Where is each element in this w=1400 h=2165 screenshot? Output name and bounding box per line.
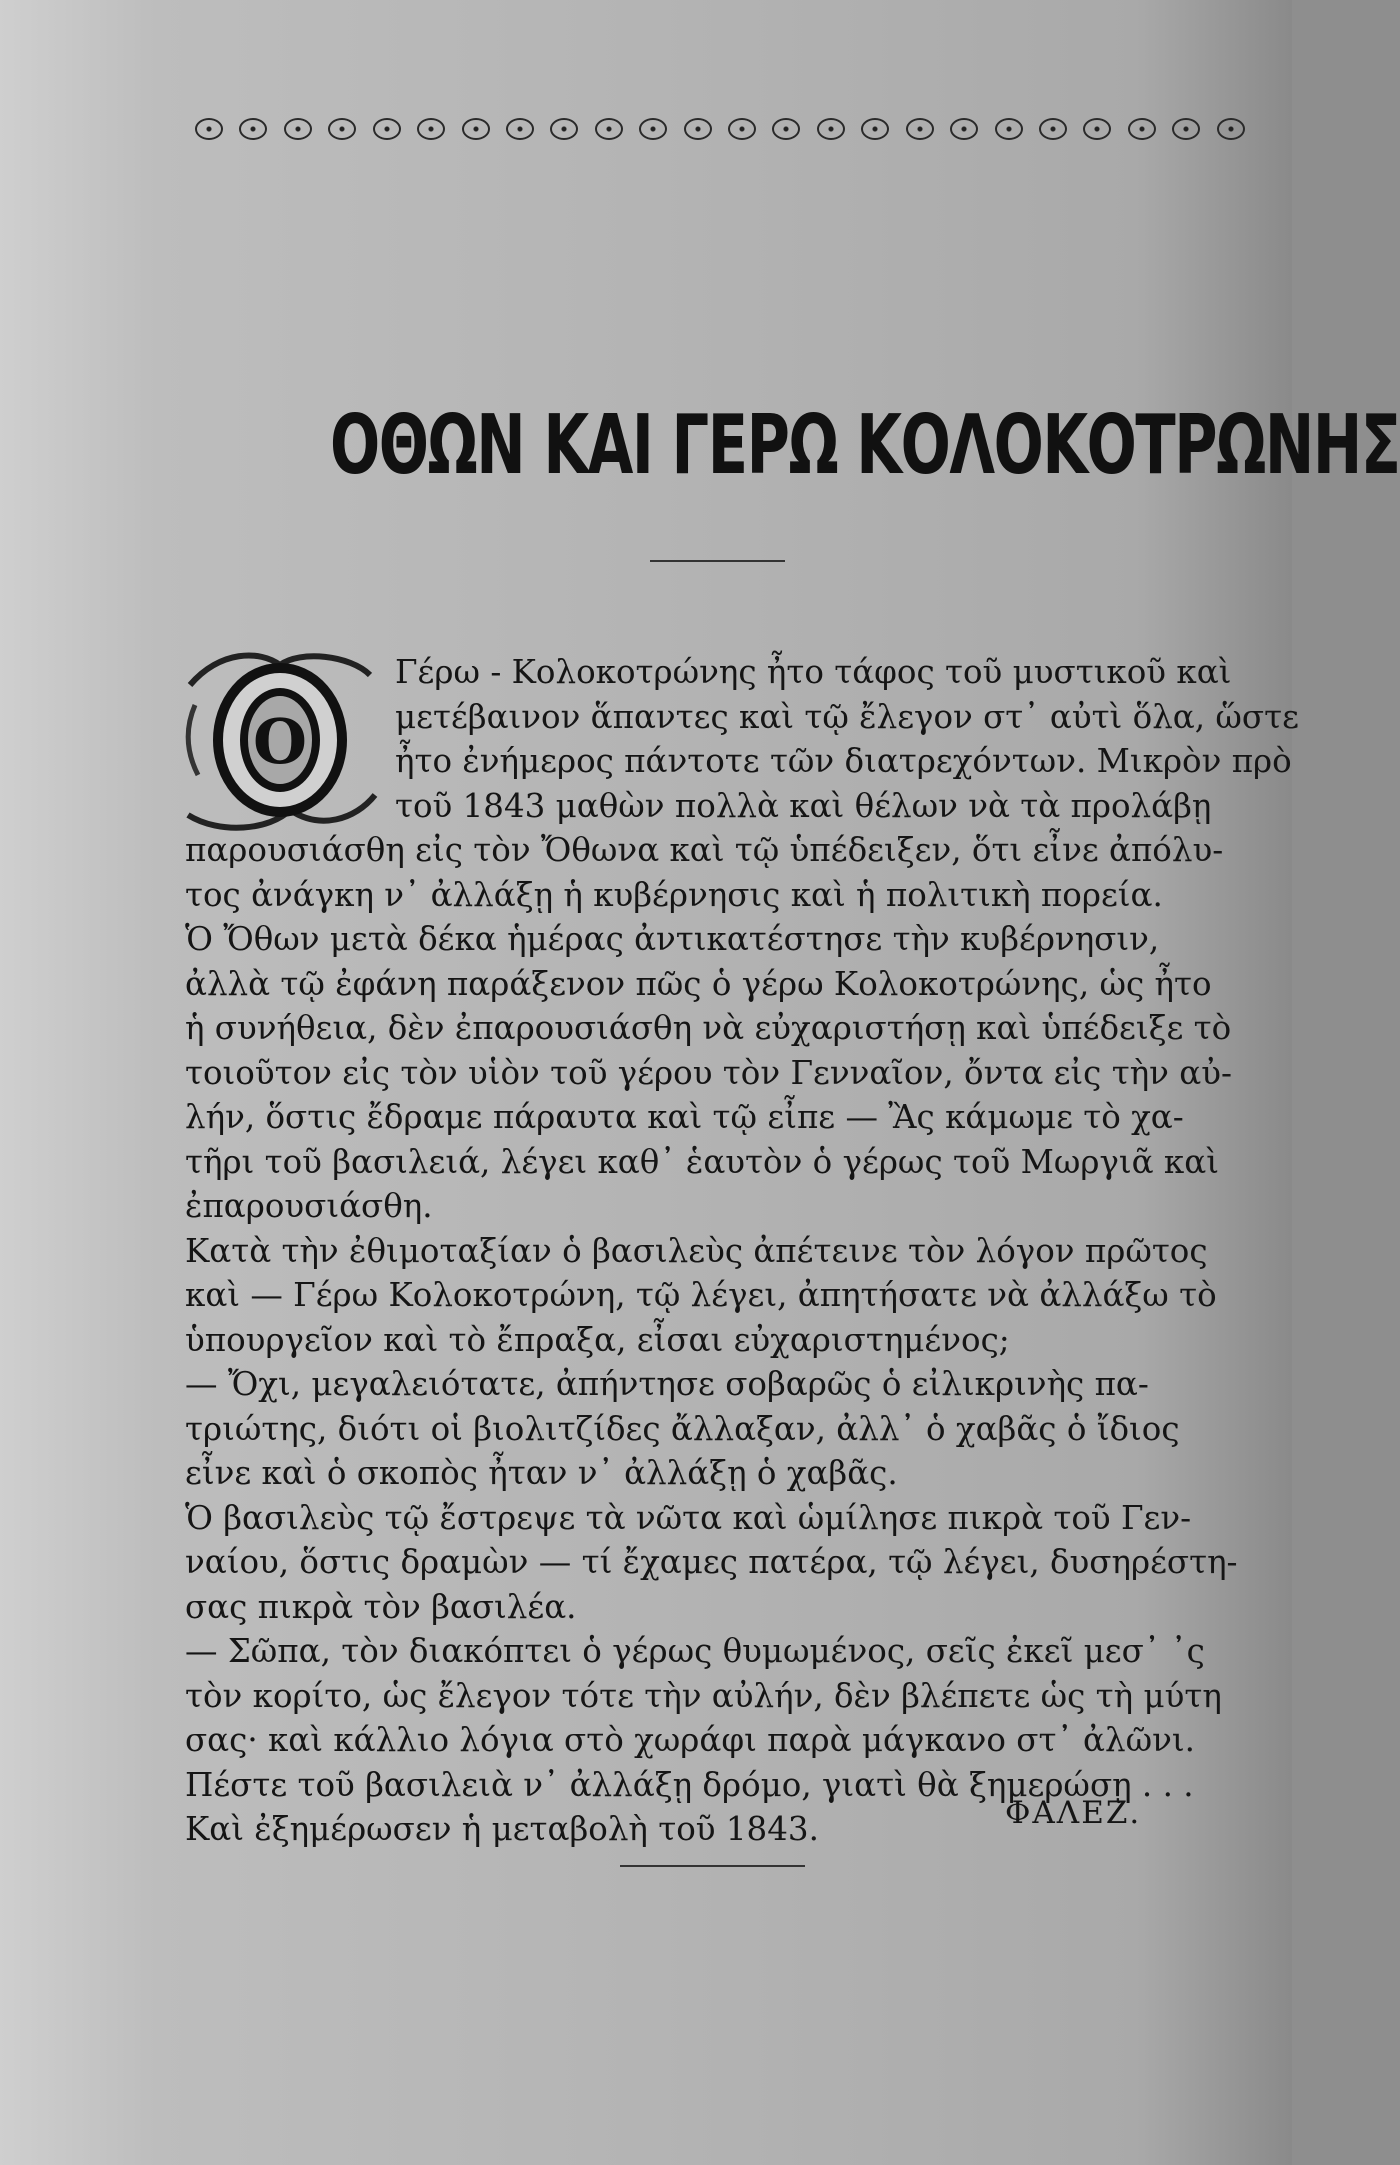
body-line: σας· καὶ κάλλιο λόγια στὸ χωράφι παρὰ μάγκανο στ᾽ ἀλῶνι. — [185, 1721, 1195, 1759]
body-line: ἡ συνήθεια, δὲν ἐπαρουσιάσθη νὰ εὐχαριστήσῃ καὶ ὑπέδειξε τὸ — [185, 1009, 1232, 1047]
body-line: Ὁ Ὄθων μετὰ δέκα ἡμέρας ἀντικατέστησε τὴν κυβέρνησιν, — [185, 920, 1160, 958]
ornament-dot — [417, 118, 445, 140]
ornament-dot — [728, 118, 756, 140]
ornament-dot — [550, 118, 578, 140]
ornament-dot — [328, 118, 356, 140]
body-line: λήν, ὅστις ἔδραμε πάραυτα καὶ τῷ εἶπε — Ἂς κάμωμε τὸ χα- — [185, 1098, 1184, 1136]
title-divider — [650, 560, 785, 562]
ornament-dot — [195, 118, 223, 140]
body-line: εἶνε καὶ ὁ σκοπὸς ἦταν ν᾽ ἀλλάξῃ ὁ χαβᾶς. — [185, 1454, 898, 1492]
body-line: μετέβαινον ἅπαντες καὶ τῷ ἔλεγον στ᾽ αὐτὶ ὅλα, ὥστε — [395, 697, 1299, 736]
author-signature: ΦΑΛΕΖ. — [1005, 1795, 1142, 1831]
ornament-dot — [1172, 118, 1200, 140]
dropcap-letter: Ο — [252, 705, 308, 778]
ornament-dot — [462, 118, 490, 140]
ornament-dot — [1039, 118, 1067, 140]
ornament-dot — [950, 118, 978, 140]
body-line: Κατὰ τὴν ἐθιμοταξίαν ὁ βασιλεὺς ἀπέτεινε τὸν λόγον πρῶτος — [185, 1231, 1208, 1270]
body-line: Καὶ ἐξημέρωσεν ἡ μεταβολὴ τοῦ 1843. — [185, 1810, 819, 1848]
ornament-dot — [506, 118, 534, 140]
body-line: καὶ — Γέρω Κολοκοτρώνη, τῷ λέγει, ἀπητήσατε νὰ ἀλλάξω τὸ — [185, 1276, 1217, 1314]
ornament-dot — [684, 118, 712, 140]
bottom-divider — [620, 1865, 805, 1867]
body-line: — Σῶπα, τὸν διακόπτει ὁ γέρως θυμωμένος, σεῖς ἐκεῖ μεσ᾽ ᾽ς — [185, 1632, 1205, 1670]
ornament-dot — [995, 118, 1023, 140]
body-line: σας πικρὰ τὸν βασιλέα. — [185, 1587, 577, 1626]
ornament-dot — [595, 118, 623, 140]
ornament-dot — [284, 118, 312, 140]
ornament-dot — [906, 118, 934, 140]
body-line: τος ἀνάγκη ν᾽ ἀλλάξῃ ἡ κυβέρνησις καὶ ἡ πολιτικὴ πορεία. — [185, 875, 1163, 914]
ornament-dot — [239, 118, 267, 140]
ornament-dot — [1217, 118, 1245, 140]
body-line: τὸν κορίτο, ὡς ἔλεγον τότε τὴν αὐλήν, δὲν βλέπετε ὡς τὴ μύτη — [185, 1676, 1222, 1715]
article-title: ΟΘΩΝ ΚΑΙ ΓΕΡΩ ΚΟΛΟΚΟΤΡΩΝΗΣ — [330, 398, 1400, 493]
ornament-dot — [861, 118, 889, 140]
body-line: ὑπουργεῖον καὶ τὸ ἔπραξα, εἶσαι εὐχαριστημένος; — [185, 1320, 1010, 1359]
ornament-dot — [373, 118, 401, 140]
ornament-dot — [1128, 118, 1156, 140]
body-line: τῆρι τοῦ βασιλειά, λέγει καθ᾽ ἑαυτὸν ὁ γέρως τοῦ Μωργιᾶ καὶ — [185, 1142, 1219, 1181]
body-line: παρουσιάσθη εἰς τὸν Ὄθωνα καὶ τῷ ὑπέδειξεν, ὅτι εἶνε ἀπόλυ- — [185, 831, 1224, 869]
body-line: τριώτης, διότι οἱ βιολιτζίδες ἄλλαξαν, ἀλλ᾽ ὁ χαβᾶς ὁ ἴδιος — [185, 1409, 1180, 1448]
article-body — [185, 650, 1299, 1852]
body-line: Γέρω - Κολοκοτρώνης ἦτο τάφος τοῦ μυστικοῦ καὶ — [395, 653, 1232, 691]
ornament-dot — [1083, 118, 1111, 140]
ornament-dot — [639, 118, 667, 140]
top-ornament-band — [195, 112, 1245, 146]
body-line: τοιοῦτον εἰς τὸν υἱὸν τοῦ γέρου τὸν Γενναῖον, ὄντα εἰς τὴν αὐ- — [185, 1053, 1232, 1092]
ornament-dot — [817, 118, 845, 140]
body-line: Ὁ βασιλεὺς τῷ ἔστρεψε τὰ νῶτα καὶ ὡμίλησε πικρὰ τοῦ Γεν- — [185, 1498, 1192, 1537]
body-line: Πέστε τοῦ βασιλειὰ ν᾽ ἀλλάξῃ δρόμο, γιατὶ θὰ ξημερώσῃ . . . — [185, 1765, 1194, 1804]
body-line: ναίου, ὅστις δραμὼν — τί ἔχαμες πατέρα, τῷ λέγει, δυσηρέστη- — [185, 1543, 1238, 1581]
body-line: — Ὄχι, μεγαλειότατε, ἀπήντησε σοβαρῶς ὁ εἰλικρινὴς πα- — [185, 1365, 1149, 1403]
body-line: ἐπαρουσιάσθη. — [185, 1187, 433, 1225]
body-line: ἦτο ἐνήμερος πάντοτε τῶν διατρεχόντων. Μικρὸν πρὸ — [395, 742, 1292, 780]
ornament-dot — [772, 118, 800, 140]
body-line: ἀλλὰ τῷ ἐφάνη παράξενον πῶς ὁ γέρω Κολοκοτρώνης, ὡς ἦτο — [185, 964, 1212, 1003]
body-line: τοῦ 1843 μαθὼν πολλὰ καὶ θέλων νὰ τὰ προλάβῃ — [395, 786, 1212, 825]
